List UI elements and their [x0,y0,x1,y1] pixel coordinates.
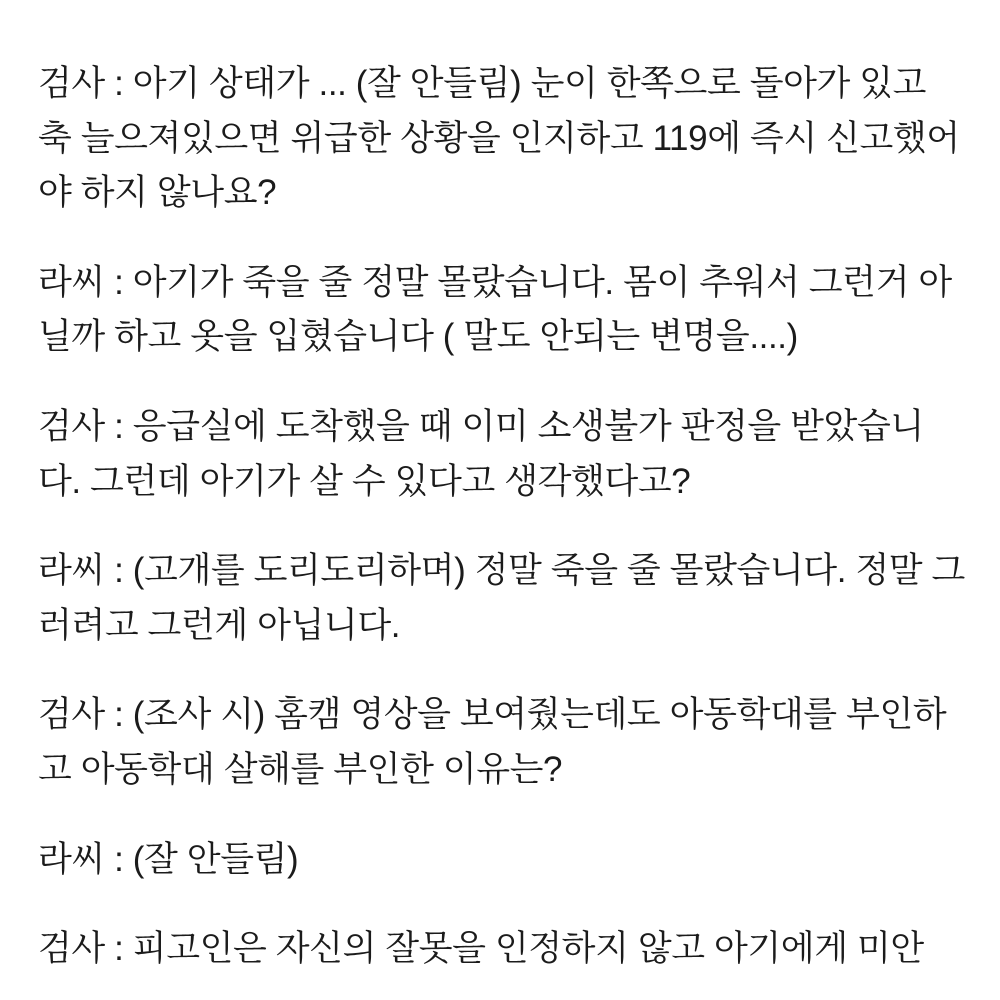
transcript-line: 검사 : 피고인은 자신의 잘못을 인정하지 않고 아기에게 미안 [38,929,924,969]
transcript-line: 라씨 : (고개를 도리도리하며) 정말 죽을 줄 몰랐습니다. 정말 그러려고 그런게 아닙니다. [38,551,965,645]
transcript-line: 라씨 : (잘 안들림) [38,839,299,879]
transcript-line: 검사 : 아기 상태가 ... (잘 안들림) 눈이 한쪽으로 돌아가 있고 축 늘으져있으면 위급한 상황을 인지하고 119에 즉시 신고했어야 하지 않나요? [38,64,960,213]
transcript-line: 검사 : 응급실에 도착했을 때 이미 소생불가 판정을 받았습니다. 그런데 아기가 살 수 있다고 생각했다고? [38,406,924,501]
transcript-block [38,57,966,365]
transcript-line: 검사 : (조사 시) 홈캠 영상을 보여줬는데도 아동학대를 부인하고 아동학대 살해를 부인한 이유는? [38,695,947,789]
transcript-block [38,922,966,977]
transcript-block [38,688,966,887]
transcript-line: 라씨 : 아기가 죽을 줄 정말 몰랐습니다. 몸이 추워서 그런거 아닐까 하고 옷을 입혔습니다 ( 말도 안되는 변명을....) [38,262,952,357]
transcript-block [38,400,966,653]
